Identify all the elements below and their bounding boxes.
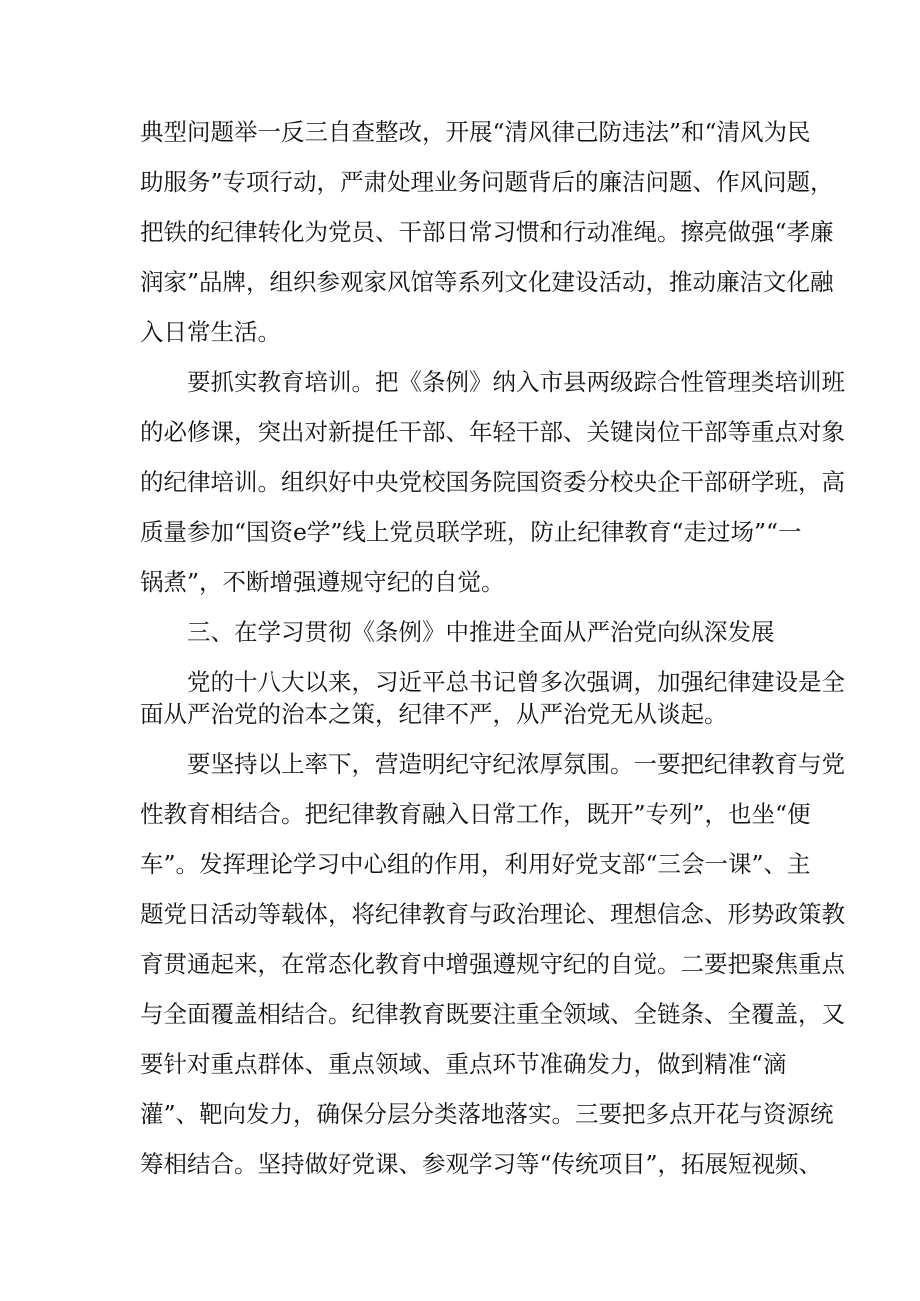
text-line: 灌”、靶向发力，确保分层分类落地落实。三要把多点开花与资源统: [140, 1100, 834, 1128]
section-heading: 三、在学习贯彻《条例》中推进全面从严治党向纵深发展: [187, 618, 775, 646]
text-line: 育贯通起来，在常态化教育中增强遵规守纪的自觉。二要把聚焦重点: [140, 950, 845, 978]
text-line: 典型问题举一反三自查整改，开展“清风律己防违法”和“清风为民: [140, 118, 811, 146]
paragraph-first-line: 党的十八大以来，习近平总书记曾多次强调，加强纪律建设是全: [187, 668, 845, 696]
text-line: 与全面覆盖相结合。纪律教育既要注重全领域、全链条、全覆盖，又: [140, 1000, 845, 1028]
text-line: 润家”品牌，组织参观家风馆等系列文化建设活动，推动廉洁文化融: [140, 268, 834, 296]
text-line: 入日常生活。: [140, 318, 281, 346]
text-line: 筹相结合。坚持做好党课、参观学习等“传统项目”，拓展短视频、: [140, 1150, 823, 1178]
text-line: 助服务”专项行动，严肃处理业务问题背后的廉洁问题、作风问题，: [140, 168, 834, 196]
text-line: 性教育相结合。把纪律教育融入日常工作，既开”专列”，也坐“便: [140, 800, 811, 828]
text-line: 的必修课，突出对新提任干部、年轻干部、关键岗位干部等重点对象: [140, 418, 845, 446]
paragraph-first-line: 要抓实教育培训。把《条例》纳入市县两级踪合性管理类培训班: [187, 368, 845, 396]
paragraph-first-line: 要坚持以上率下，营造明纪守纪浓厚氛围。一要把纪律教育与党: [187, 750, 845, 778]
text-line: 面从严治党的治本之策，纪律不严，从严治党无从谈起。: [140, 700, 728, 728]
text-line: 把铁的纪律转化为党员、干部日常习惯和行动准绳。擦亮做强“孝廉: [140, 218, 834, 246]
text-line: 题党日活动等载体，将纪律教育与政治理论、理想信念、形势政策教: [140, 900, 845, 928]
text-line: 车”。发挥理论学习中心组的作用，利用好党支部“三会一课”、主: [140, 850, 811, 878]
text-line: 质量参加“国资e学”线上党员联学班，防止纪律教育“走过场”“一: [140, 518, 802, 546]
text-line: 要针对重点群体、重点领域、重点环节准确发力，做到精准“滴: [140, 1050, 787, 1078]
text-line: 锅煮”，不断增强遵规守纪的自觉。: [140, 568, 505, 596]
text-line: 的纪律培训。组织好中央党校国务院国资委分校央企干部研学班，高: [140, 468, 845, 496]
